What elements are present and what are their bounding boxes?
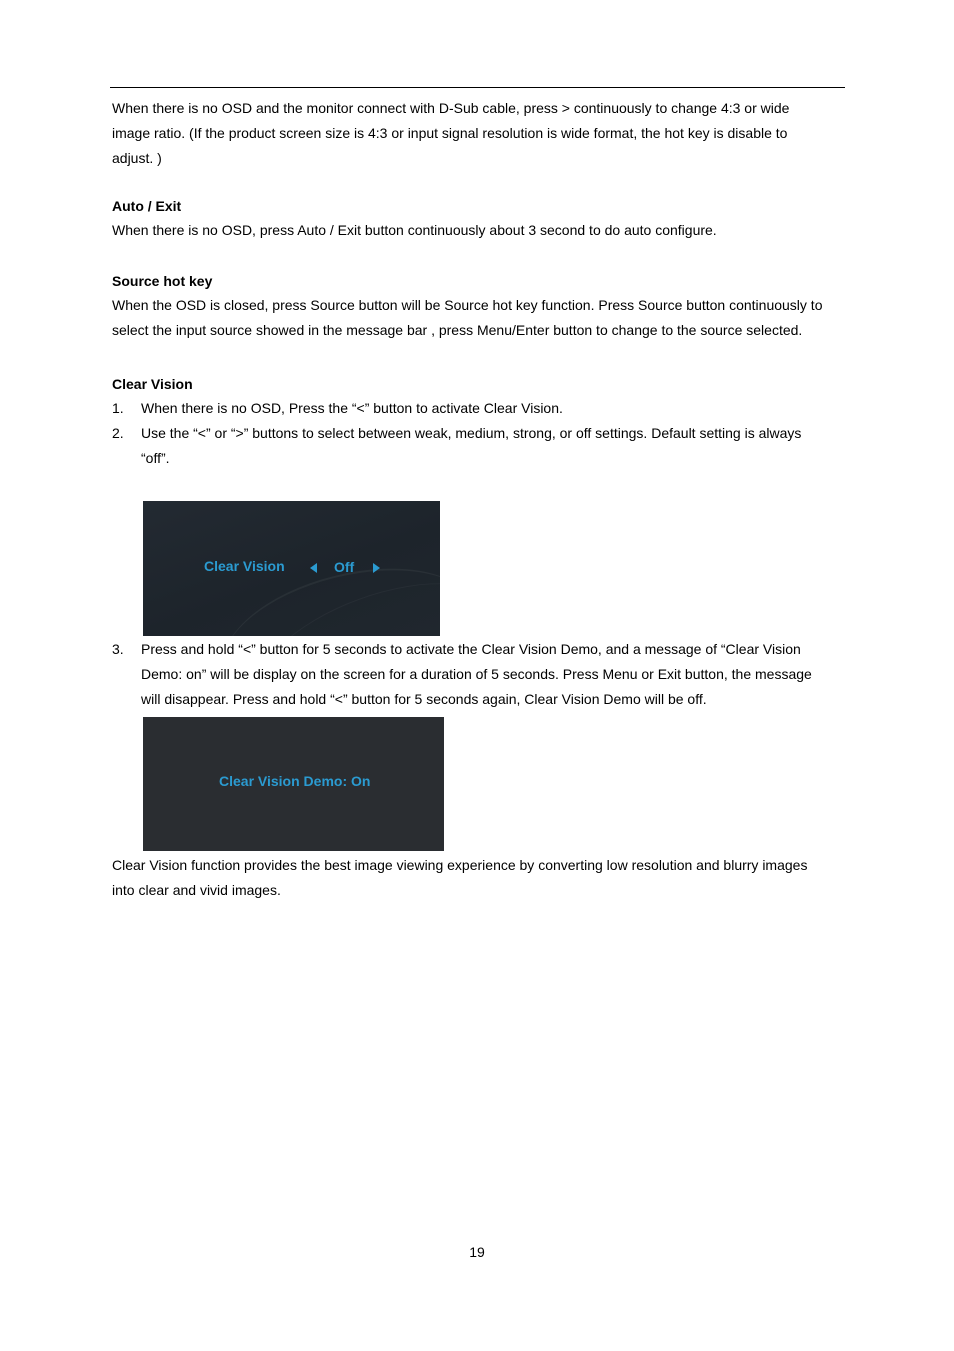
list-number: 1. bbox=[112, 400, 124, 416]
list-line: will disappear. Press and hold “<” button for 5 seconds again, Clear Vision Demo will be off. bbox=[141, 691, 707, 707]
summary-line: Clear Vision function provides the best image viewing experience by converting low resolution and blurry images bbox=[112, 857, 808, 873]
list-number: 3. bbox=[112, 641, 124, 657]
list-number: 2. bbox=[112, 425, 124, 441]
list-line: When there is no OSD, Press the “<” button to activate Clear Vision. bbox=[141, 400, 563, 416]
intro-line: adjust. ) bbox=[112, 150, 162, 166]
right-arrow-icon bbox=[373, 563, 380, 573]
list-item bbox=[112, 637, 846, 712]
intro-paragraph bbox=[112, 96, 846, 171]
list-item bbox=[112, 421, 846, 471]
source-line: When the OSD is closed, press Source button will be Source hot key function. Press Source button continuously to bbox=[112, 297, 823, 313]
clear-vision-heading: Clear Vision bbox=[112, 376, 193, 392]
source-hot-key-paragraph bbox=[112, 293, 846, 343]
list-item bbox=[112, 396, 846, 421]
list-line: “off”. bbox=[141, 450, 170, 466]
list-line: Use the “<” or “>” buttons to select between weak, medium, strong, or off settings. Default setting is always bbox=[141, 425, 802, 441]
list-line: Press and hold “<” button for 5 seconds to activate the Clear Vision Demo, and a message of “Clear Vision bbox=[141, 641, 801, 657]
left-arrow-icon bbox=[310, 563, 317, 573]
list-line: Demo: on” will be display on the screen for a duration of 5 seconds. Press Menu or Exit button, the message bbox=[141, 666, 812, 682]
summary-line: into clear and vivid images. bbox=[112, 882, 281, 898]
source-hot-key-heading: Source hot key bbox=[112, 273, 213, 289]
osd-clear-vision-menu-image bbox=[143, 501, 440, 636]
header-rule bbox=[110, 87, 845, 88]
osd-menu-value: Off bbox=[334, 559, 355, 575]
page-number: 19 bbox=[469, 1244, 485, 1260]
intro-line: When there is no OSD and the monitor connect with D-Sub cable, press > continuously to change 4:3 or wide bbox=[112, 100, 790, 116]
osd-clear-vision-demo-image bbox=[143, 717, 444, 851]
auto-exit-heading: Auto / Exit bbox=[112, 198, 182, 214]
osd-demo-message: Clear Vision Demo: On bbox=[219, 773, 371, 789]
auto-exit-paragraph: When there is no OSD, press Auto / Exit button continuously about 3 second to do auto configure. bbox=[112, 222, 717, 238]
source-line: select the input source showed in the message bar , press Menu/Enter button to change to the source selected. bbox=[112, 322, 803, 338]
intro-line: image ratio. (If the product screen size is 4:3 or input signal resolution is wide format, the hot key is disable to bbox=[112, 125, 788, 141]
osd-menu-label: Clear Vision bbox=[204, 558, 285, 574]
clear-vision-summary bbox=[112, 853, 846, 903]
